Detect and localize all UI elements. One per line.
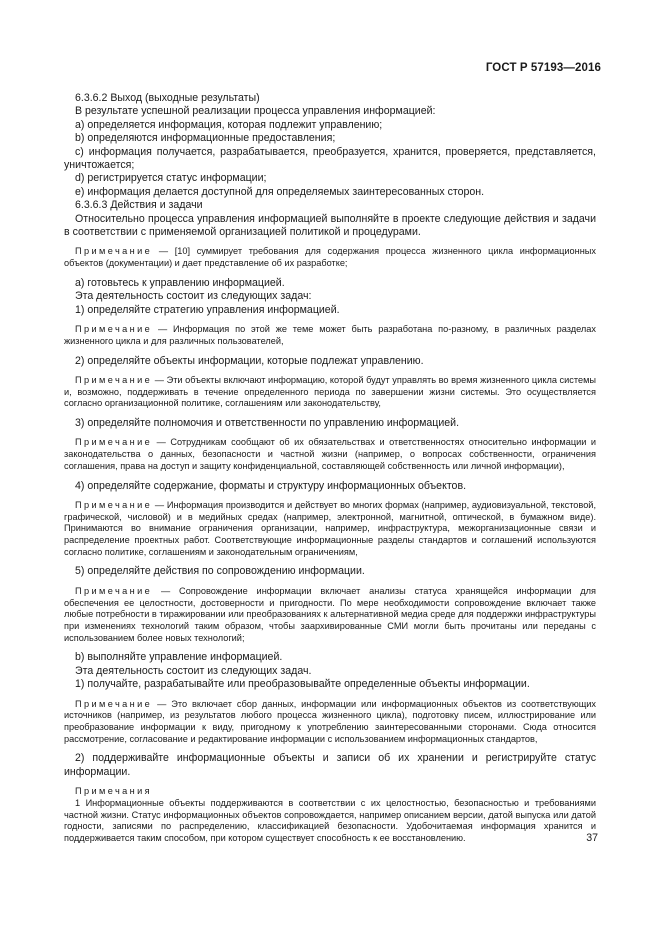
- note-label: Примечание: [75, 246, 153, 257]
- section-heading-actions: 6.3.6.3 Действия и задачи: [75, 199, 203, 212]
- note-label: Примечание: [75, 324, 153, 335]
- list-item: 1) получайте, разрабатывайте или преобразовывайте определенные объекты информации.: [75, 678, 530, 691]
- list-item: 5) определяйте действия по сопровождению информации.: [75, 565, 365, 578]
- note-label: Примечание: [75, 698, 153, 709]
- paragraph: Относительно процесса управления информацией выполняйте в проекте следующие действия и задачи в соответствии с применяемой организацией политикой и процедурами.: [64, 212, 596, 239]
- list-item: 2) определяйте объекты информации, которые подлежат управлению.: [75, 354, 424, 367]
- list-item: 4) определяйте содержание, форматы и структуру информационных объектов.: [75, 479, 467, 492]
- note: [64, 324, 596, 347]
- note-text: — [10] суммирует требования для содержания процесса жизненного цикла информационных объектов (документации) и дает представление об их разработке;: [64, 246, 596, 269]
- note-text: — Эти объекты включают информацию, которой будут управлять во время жизненного цикла системы и, возможно, поддерживать в течение определенного периода по завершении жизни системы. Это осуществляется согласно организационной политике, соглашениям или законодательству,: [64, 374, 596, 409]
- list-item: a) определяется информация, которая подлежит управлению;: [75, 118, 383, 131]
- note: [64, 375, 596, 410]
- note: [64, 437, 596, 472]
- note-text: — Сотрудникам сообщают об их обязательствах и ответственностях относительно информации и законодательства о данных, безопасности и частной жизни (например, о вопросах собственности, ограничения соглашения, права на доступ и защиту конфиденциальной, составляющей собственность или личной информации),: [64, 437, 596, 471]
- list-item: e) информация делается доступной для определяемых заинтересованных сторон.: [75, 185, 485, 198]
- list-item: d) регистрируется статус информации;: [75, 172, 267, 185]
- list-item: 2) поддерживайте информационные объекты и записи об их хранении и регистрируйте статус информации.: [64, 752, 596, 778]
- list-item: b) определяются информационные предоставления;: [75, 132, 336, 145]
- note-text: — Это включает сбор данных, информации или информационных объектов из соответствующих источников (например, из результатов любого процесса жизненного цикла), подготовку писем, иллюстрирование или преобразование информации к виду, пригодному к употреблению заинтересованными сторонами. Сюда относится рассмотрение, согласование и редактирование информации с использованием информационных стандартов,: [64, 698, 596, 744]
- note-text: — Информация производится и действует во многих формах (например, аудиовизуальной, текстовой, графической, числовой) и в медийных средах (например, электронной, магнитной, оптической, в бумажном виде). Принимаются во внимание ограничения организации, например, инфраструктура, межорганизационные связи и распределение проектных работ. Соответствующие информационные разделы стандартов и соглашений используются согласно политике, соглашениям и законодательным ограничениям,: [64, 499, 596, 557]
- note: [64, 586, 596, 645]
- paragraph: Эта деятельность состоит из следующих задач:: [75, 290, 312, 303]
- page-number: 37: [586, 832, 598, 844]
- note: 1 Информационные объекты поддерживаются в соответствии с их целостностью, безопасностью и требованиями частной жизни. Статус информационных объектов сопровождается, например описанием версии, датой выпуска или датой годности, записями по распределению, классификацией безопасности. Удобочитаемая информация хранится и поддерживается таким способом, при котором существует способность к ее восстановлению.: [64, 797, 596, 844]
- list-item: 3) определяйте полномочия и ответственности по управлению информацией.: [75, 417, 460, 430]
- note-text: — Сопровождение информации включает анализы статуса хранящейся информации для обеспечения ее целостности, достоверности и пригодности. По мере необходимости сопровождение включает также любые потребности в тиражировании или преобразованиях к альтернативной медиа среде для поддержки инфраструктуры при изменениях технологий таким образом, чтобы заархивированные СМИ могли быть прочитаны или переданы с использованием более новых технологий;: [64, 585, 596, 643]
- list-item: b) выполняйте управление информацией.: [75, 651, 283, 664]
- note: [64, 500, 596, 559]
- list-item: a) готовьтесь к управлению информацией.: [75, 276, 285, 289]
- note-text: — Информация по этой же теме может быть разработана по-разному, в различных разделах жизненного цикла и для различных пользователей,: [64, 324, 596, 346]
- note: [64, 699, 596, 746]
- document-code: ГОСТ Р 57193—2016: [485, 62, 601, 74]
- notes-heading: [64, 786, 596, 798]
- note-label: Примечание: [75, 499, 153, 510]
- list-item: 1) определяйте стратегию управления информацией.: [75, 303, 340, 316]
- note-label: Примечание: [75, 585, 153, 596]
- notes-label: Примечания: [75, 786, 153, 797]
- note-label: Примечание: [75, 374, 153, 385]
- list-item: c) информация получается, разрабатывается, преобразуется, хранится, проверяется, представляется, уничтожается;: [64, 145, 596, 172]
- paragraph: Эта деятельность состоит из следующих задач.: [75, 664, 312, 677]
- note-label: Примечание: [75, 437, 153, 448]
- page-body: [64, 92, 596, 845]
- paragraph: В результате успешной реализации процесса управления информацией:: [75, 105, 436, 118]
- note: [64, 246, 596, 269]
- section-heading-output: 6.3.6.2 Выход (выходные результаты): [75, 92, 260, 104]
